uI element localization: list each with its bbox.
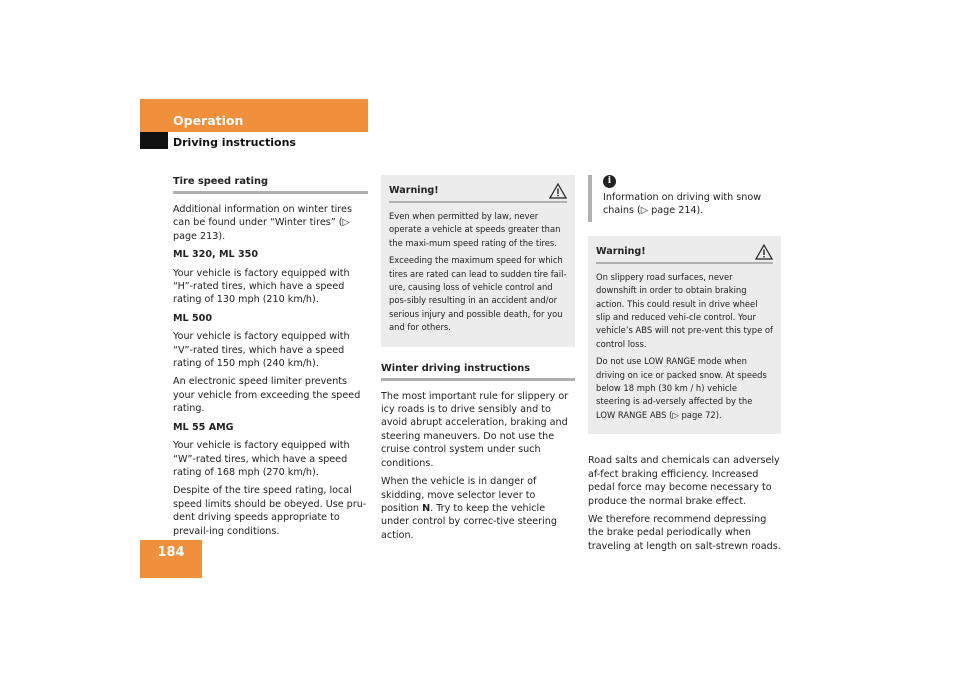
warning-box-braking <box>588 236 781 434</box>
section-title: Operation <box>173 113 244 128</box>
skid-text-before: When the vehicle is in danger of skidding, move selector lever to position <box>381 476 537 514</box>
para-winter-tires-ref: Additional information on winter tires can be found under “Winter tires” (▷ page 213). <box>173 204 352 242</box>
page-number: 184 <box>157 545 185 560</box>
warning-box-speed <box>381 175 575 347</box>
warning-triangle-icon <box>549 183 567 199</box>
para-brake-pedal: We therefore recommend depressing the brake pedal periodically when traveling at length on salt-strewn roads. <box>588 513 781 552</box>
para-ml500: Your vehicle is factory equipped with “V”-rated tires, which have a speed rating of 150 mph (240 km/h). <box>173 331 350 370</box>
column-tire-speed <box>173 175 368 543</box>
warning-header <box>389 181 567 203</box>
para-speed-limiter: An electronic speed limiter prevents your vehicle from exceeding the speed rating. <box>173 376 361 415</box>
warning-title: Warning! <box>596 246 646 258</box>
para-ml55: Your vehicle is factory equipped with “W”-rated tires, which have a speed rating of 168 mph (270 km/h). <box>173 440 350 478</box>
subhead-ml500: ML 500 <box>173 312 213 324</box>
para-ml320: Your vehicle is factory equipped with “H”-rated tires, which have a speed rating of 130 mph (210 km/h). <box>173 267 350 306</box>
selector-position: N <box>422 502 431 514</box>
info-icon: i <box>603 175 616 188</box>
header-marker <box>140 132 168 149</box>
para-speed-limits: Despite of the tire speed rating, local speed limits should be obeyed. Use pru-dent driving speeds appropriate to prevail-ing conditions. <box>173 485 367 537</box>
skid-text-after: . Try to keep the vehicle under control by correc-tive steering action. <box>381 502 557 541</box>
column-snow-braking <box>588 175 781 558</box>
warning-text-1: On slippery road surfaces, never downshift in order to obtain braking action. This could result in drive wheel slip and reduced vehi-cle control. Your vehicle’s ABS will not pre-vent this type of control loss. <box>596 271 773 349</box>
para-slippery-roads: The most important rule for slippery or icy roads is to drive sensibly and to avoid abrupt acceleration, braking and steering maneuvers. Do not use the cruise control system under such conditions. <box>381 390 569 469</box>
warning-triangle-icon <box>755 244 773 260</box>
warning-text-2: Exceeding the maximum speed for which tires are rated can lead to sudden tire fail-ure, causing loss of vehicle control and pos-sibly resulting in an accident and/or serious injury and possible death, for you and for others. <box>389 255 567 333</box>
subhead-ml320: ML 320, ML 350 <box>173 249 259 261</box>
info-box-snow-chains <box>588 175 781 222</box>
warning-text-2: Do not use LOW RANGE mode when driving on ice or packed snow. At speeds below 18 mph (30 km / h) vehicle steering is ad-versely affected by the LOW RANGE ABS (▷ page 72). <box>596 356 767 420</box>
warning-header <box>596 242 773 264</box>
heading-winter-driving: Winter driving instructions <box>381 362 575 381</box>
heading-tire-speed-rating: Tire speed rating <box>173 175 368 194</box>
warning-title: Warning! <box>389 185 439 197</box>
warning-text-1: Even when permitted by law, never operate a vehicle at speeds greater than the maxi-mum speed rating of the tires. <box>389 211 561 248</box>
info-text: Information on driving with snow chains (▷ page 214). <box>603 192 762 217</box>
column-winter-driving <box>381 175 575 547</box>
subhead-ml55: ML 55 AMG <box>173 421 234 433</box>
para-road-salts: Road salts and chemicals can adversely af-fect braking efficiency. Increased pedal force may become necessary to produce the normal brake effect. <box>588 455 780 507</box>
subsection-title: Driving instructions <box>173 136 296 149</box>
para-skidding <box>381 475 575 542</box>
